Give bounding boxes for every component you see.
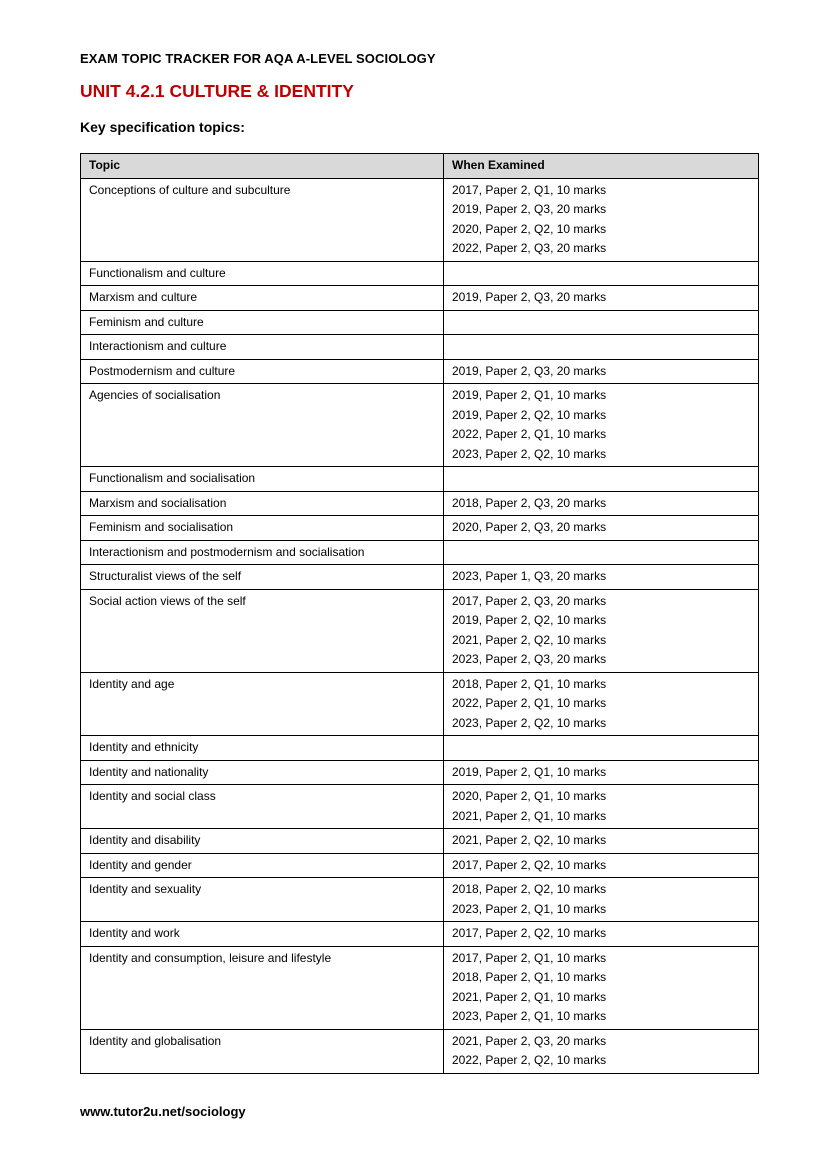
table-row [81,672,759,736]
table-row [81,335,759,360]
exam-entry: 2021, Paper 2, Q2, 10 marks [452,833,607,847]
exam-entry: 2018, Paper 2, Q2, 10 marks [452,882,607,896]
table-row [81,178,759,261]
when-examined-cell [444,467,759,492]
exam-entry: 2019, Paper 2, Q3, 20 marks [452,290,607,304]
topic-cell: Identity and consumption, leisure and lifestyle [81,946,444,1029]
topic-cell: Structuralist views of the self [81,565,444,590]
topic-cell: Marxism and culture [81,286,444,311]
when-examined-cell [444,310,759,335]
exam-entry: 2018, Paper 2, Q1, 10 marks [452,676,607,691]
exam-entry: 2019, Paper 2, Q3, 20 marks [452,363,607,378]
exam-entry: 2023, Paper 2, Q3, 20 marks [452,652,607,666]
table-row [81,286,759,311]
topic-cell: Functionalism and culture [81,261,444,286]
topic-cell: Identity and age [81,672,444,736]
table-row [81,384,759,467]
topic-cell: Identity and nationality [81,760,444,785]
table-row [81,467,759,492]
when-examined-cell [444,853,759,878]
topic-cell: Postmodernism and culture [81,359,444,384]
topic-cell: Feminism and culture [81,310,444,335]
table-header-row [81,154,759,179]
when-examined-cell [444,178,759,261]
topics-table-body [81,178,759,1073]
section-heading: Key specification topics: [80,119,245,135]
exam-entry: 2017, Paper 2, Q1, 10 marks [452,182,607,197]
topic-cell: Conceptions of culture and subculture [81,178,444,261]
topic-cell: Interactionism and culture [81,335,444,360]
topic-cell: Social action views of the self [81,589,444,672]
when-examined-cell [444,1029,759,1073]
exam-entry: 2023, Paper 2, Q2, 10 marks [452,446,607,461]
exam-entry: 2019, Paper 2, Q1, 10 marks [452,388,607,402]
document-page [80,0,760,1074]
exam-entry: 2022, Paper 2, Q3, 20 marks [452,241,607,255]
topic-cell: Identity and globalisation [81,1029,444,1073]
when-examined-cell [444,829,759,854]
table-row [81,310,759,335]
exam-entry: 2019, Paper 2, Q1, 10 marks [452,764,607,779]
exam-entry: 2020, Paper 2, Q2, 10 marks [452,221,607,236]
table-row [81,878,759,922]
exam-entry: 2018, Paper 2, Q1, 10 marks [452,970,607,984]
when-examined-cell [444,335,759,360]
table-row [81,1029,759,1073]
exam-entry: 2021, Paper 2, Q1, 10 marks [452,808,607,823]
exam-entry: 2023, Paper 1, Q3, 20 marks [452,569,607,583]
when-examined-cell [444,359,759,384]
exam-entry: 2023, Paper 2, Q1, 10 marks [452,1009,607,1023]
when-examined-cell [444,785,759,829]
when-examined-cell [444,878,759,922]
when-examined-cell [444,384,759,467]
topic-cell: Interactionism and postmodernism and socialisation [81,540,444,565]
exam-entry: 2017, Paper 2, Q1, 10 marks [452,950,607,965]
table-row [81,565,759,590]
when-examined-cell [444,261,759,286]
column-header-when-examined: When Examined [444,154,759,179]
exam-entry: 2019, Paper 2, Q2, 10 marks [452,613,607,627]
when-examined-cell [444,540,759,565]
exam-entry: 2022, Paper 2, Q2, 10 marks [452,1053,607,1067]
table-row [81,516,759,541]
exam-entry: 2023, Paper 2, Q1, 10 marks [452,901,607,916]
table-row [81,760,759,785]
footer-url: www.tutor2u.net/sociology [80,1104,246,1119]
topic-cell: Identity and gender [81,853,444,878]
topic-cell: Agencies of socialisation [81,384,444,467]
topic-cell: Marxism and socialisation [81,491,444,516]
when-examined-cell [444,672,759,736]
table-row [81,261,759,286]
when-examined-cell [444,589,759,672]
exam-entry: 2017, Paper 2, Q2, 10 marks [452,857,607,872]
table-row [81,829,759,854]
table-row [81,853,759,878]
exam-entry: 2019, Paper 2, Q2, 10 marks [452,407,607,422]
when-examined-cell [444,760,759,785]
table-row [81,736,759,761]
table-row [81,491,759,516]
when-examined-cell [444,516,759,541]
topics-table [80,153,759,1074]
exam-entry: 2020, Paper 2, Q3, 20 marks [452,520,607,534]
exam-entry: 2022, Paper 2, Q1, 10 marks [452,427,607,441]
topic-cell: Functionalism and socialisation [81,467,444,492]
table-row [81,946,759,1029]
page-title: UNIT 4.2.1 CULTURE & IDENTITY [80,81,354,101]
when-examined-cell [444,946,759,1029]
when-examined-cell [444,491,759,516]
exam-entry: 2017, Paper 2, Q3, 20 marks [452,593,607,608]
exam-entry: 2017, Paper 2, Q2, 10 marks [452,926,607,940]
exam-entry: 2020, Paper 2, Q1, 10 marks [452,789,607,803]
table-row [81,785,759,829]
when-examined-cell [444,286,759,311]
when-examined-cell [444,736,759,761]
topic-cell: Identity and work [81,922,444,947]
exam-entry: 2018, Paper 2, Q3, 20 marks [452,495,607,510]
exam-entry: 2022, Paper 2, Q1, 10 marks [452,696,607,710]
topic-cell: Feminism and socialisation [81,516,444,541]
exam-entry: 2023, Paper 2, Q2, 10 marks [452,715,607,730]
exam-entry: 2021, Paper 2, Q3, 20 marks [452,1033,607,1048]
topic-cell: Identity and sexuality [81,878,444,922]
document-header: EXAM TOPIC TRACKER FOR AQA A-LEVEL SOCIOLOGY [80,51,436,66]
table-row [81,922,759,947]
when-examined-cell [444,565,759,590]
exam-entry: 2021, Paper 2, Q1, 10 marks [452,989,607,1004]
when-examined-cell [444,922,759,947]
table-row [81,589,759,672]
table-row [81,540,759,565]
exam-entry: 2021, Paper 2, Q2, 10 marks [452,632,607,647]
column-header-topic: Topic [81,154,444,179]
topic-cell: Identity and disability [81,829,444,854]
table-row [81,359,759,384]
topic-cell: Identity and social class [81,785,444,829]
topic-cell: Identity and ethnicity [81,736,444,761]
exam-entry: 2019, Paper 2, Q3, 20 marks [452,202,607,216]
